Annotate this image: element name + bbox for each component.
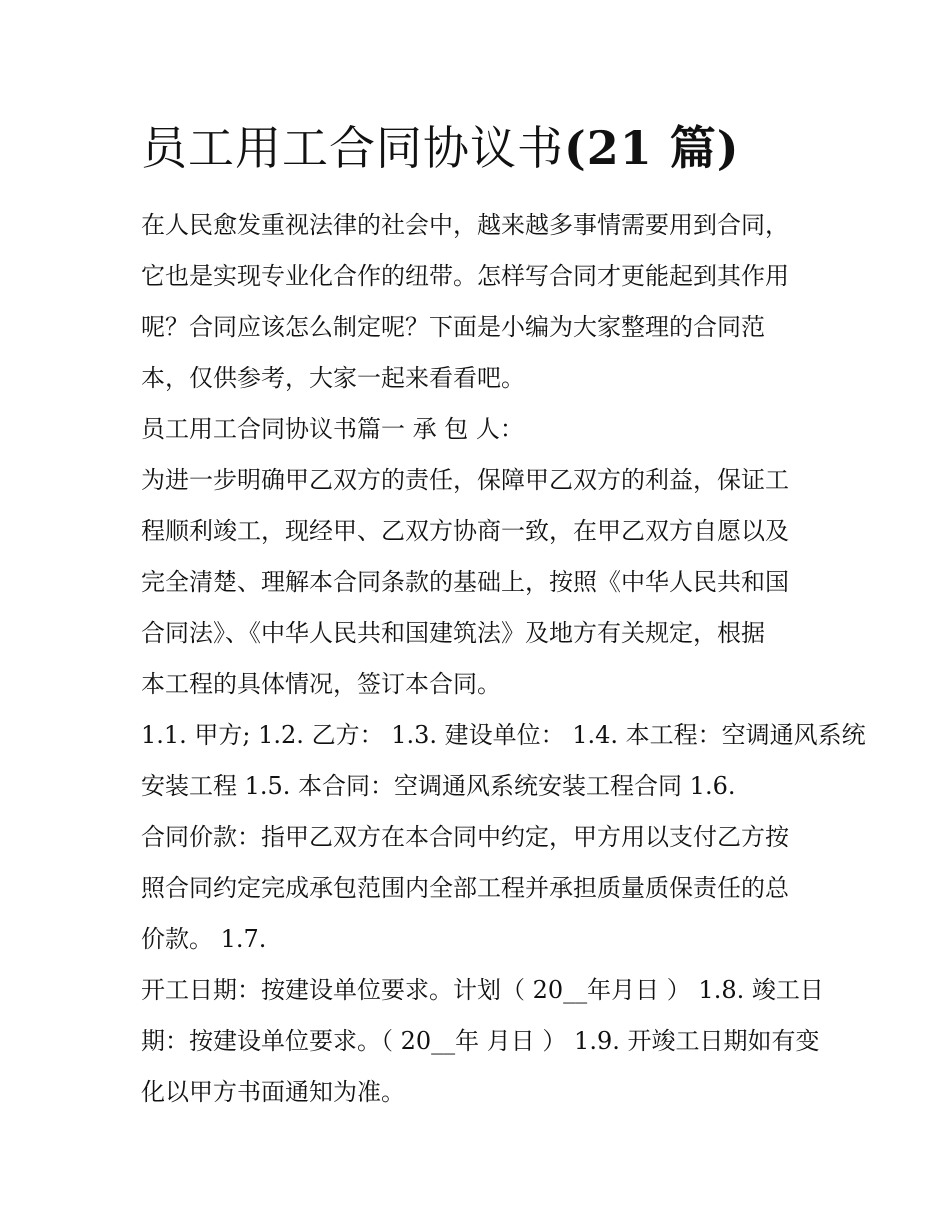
text-line: 呢？合同应该怎么制定呢？下面是小编为大家整理的合同范 (141, 313, 765, 341)
section-heading: 员工用工合同协议书篇一 承 包 人： (141, 415, 524, 443)
text-line: 期：按建设单位要求。（ 20__年 月日 ） 1.9. 开竣工日期如有变 (141, 1027, 820, 1055)
text-line: 本工程的具体情况，签订本合同。 (141, 670, 501, 698)
text-line: 完全清楚、理解本合同条款的基础上，按照《中华人民共和国 (141, 568, 789, 596)
text-line: 它也是实现专业化合作的纽带。怎样写合同才更能起到其作用 (141, 262, 789, 290)
text-line: 本，仅供参考，大家一起来看看吧。 (141, 364, 525, 392)
document-title-main: 员工用工合同协议书 (141, 121, 564, 175)
text-line: 合同价款：指甲乙双方在本合同中约定，甲方用以支付乙方按 (141, 823, 789, 851)
document-body (141, 118, 866, 1118)
text-line: 照合同约定完成承包范围内全部工程并承担质量质保责任的总 (141, 874, 789, 902)
document-title-count: (21 篇) (564, 121, 740, 175)
text-line: 开工日期：按建设单位要求。计划（ 20__年月日 ） 1.8. 竣工日 (141, 976, 824, 1004)
text-line: 在人民愈发重视法律的社会中，越来越多事情需要用到合同， (141, 211, 789, 239)
text-line: 1.1. 甲方; 1.2. 乙方： 1.3. 建设单位： 1.4. 本工程：空调通风系统 (141, 721, 866, 749)
text-line: 价款。 1.7. (141, 925, 267, 953)
text-line: 程顺利竣工，现经甲、乙双方协商一致，在甲乙双方自愿以及 (141, 517, 789, 545)
text-line: 安装工程 1.5. 本合同：空调通风系统安装工程合同 1.6. (141, 772, 736, 800)
text-line: 化以甲方书面通知为准。 (141, 1078, 405, 1106)
text-line: 为进一步明确甲乙双方的责任，保障甲乙双方的利益，保证工 (141, 466, 789, 494)
text-line: 合同法》、《中华人民共和国建筑法》及地方有关规定，根据 (141, 619, 765, 647)
document-title (141, 118, 821, 178)
